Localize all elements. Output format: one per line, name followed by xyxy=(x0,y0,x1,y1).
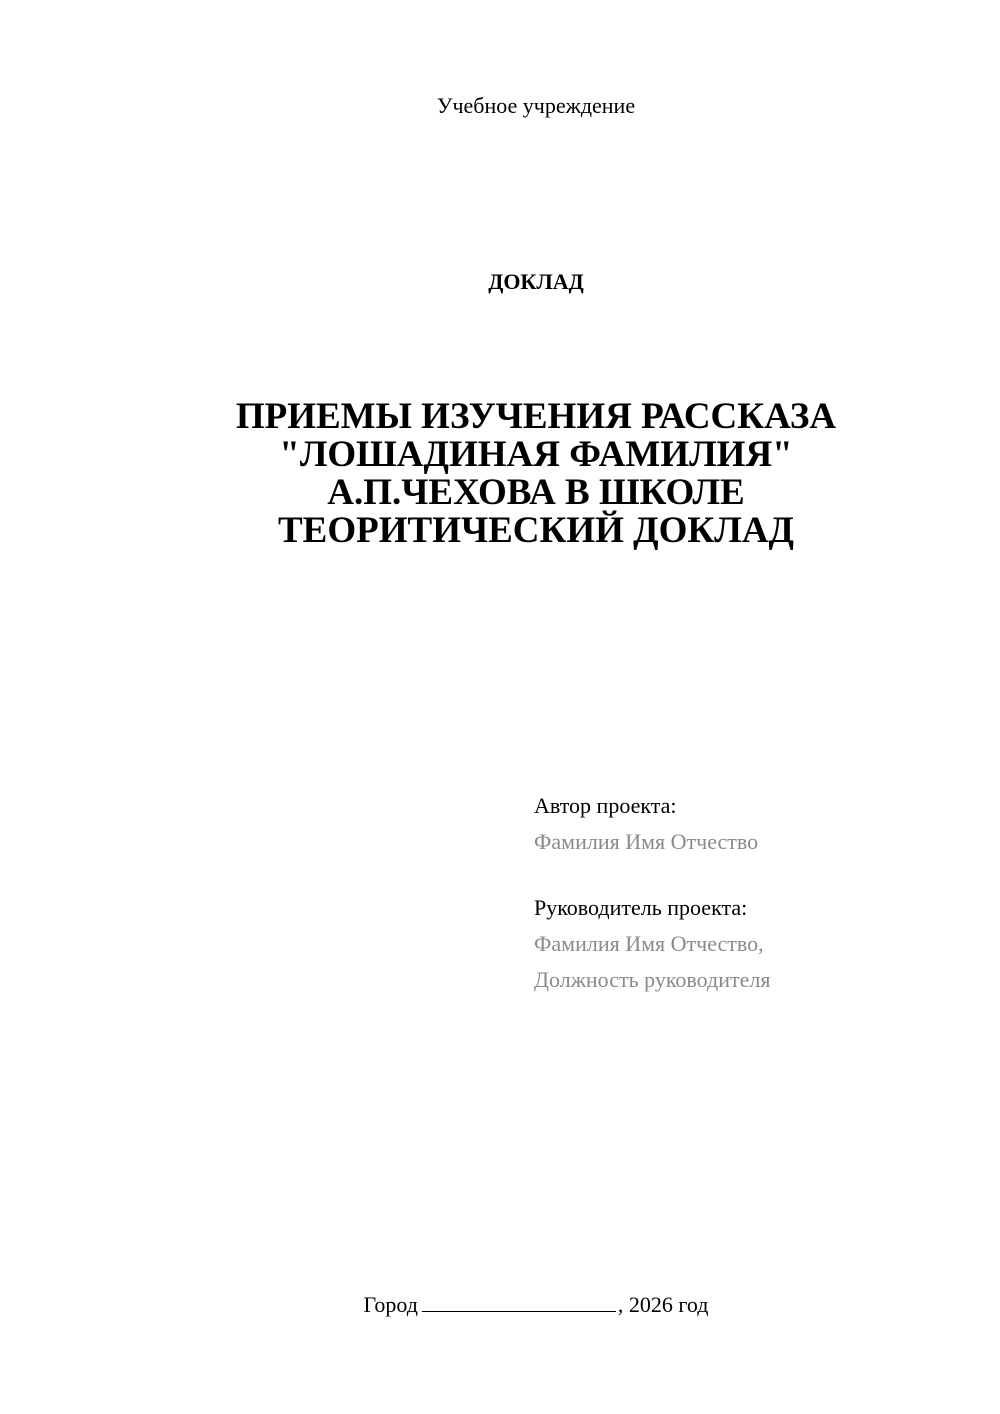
title-line: ТЕОРИТИЧЕСКИЙ ДОКЛАД xyxy=(278,510,794,551)
title-line: ПРИЕМЫ ИЗУЧЕНИЯ РАССКАЗА xyxy=(235,396,837,437)
city-label: Город xyxy=(363,1292,418,1317)
title-line: А.П.ЧЕХОВА В ШКОЛЕ xyxy=(327,472,745,513)
year-text: , 2026 год xyxy=(617,1292,709,1317)
document-type: ДОКЛАД xyxy=(488,269,584,294)
supervisor-label: Руководитель проекта: xyxy=(534,895,748,920)
spacer xyxy=(534,860,974,890)
institution-name: Учебное учреждение xyxy=(436,93,636,118)
author-name: Фамилия Имя Отчество xyxy=(534,829,759,854)
city-blank-line xyxy=(422,1291,616,1312)
title-line: "ЛОШАДИНАЯ ФАМИЛИЯ" xyxy=(279,434,793,475)
supervisor-position: Должность руководителя xyxy=(534,967,771,992)
supervisor-name: Фамилия Имя Отчество, xyxy=(534,931,764,956)
city-year-line xyxy=(0,1290,1000,1320)
project-info-block xyxy=(534,788,974,998)
author-label: Автор проекта: xyxy=(534,793,677,818)
document-title xyxy=(200,398,872,550)
